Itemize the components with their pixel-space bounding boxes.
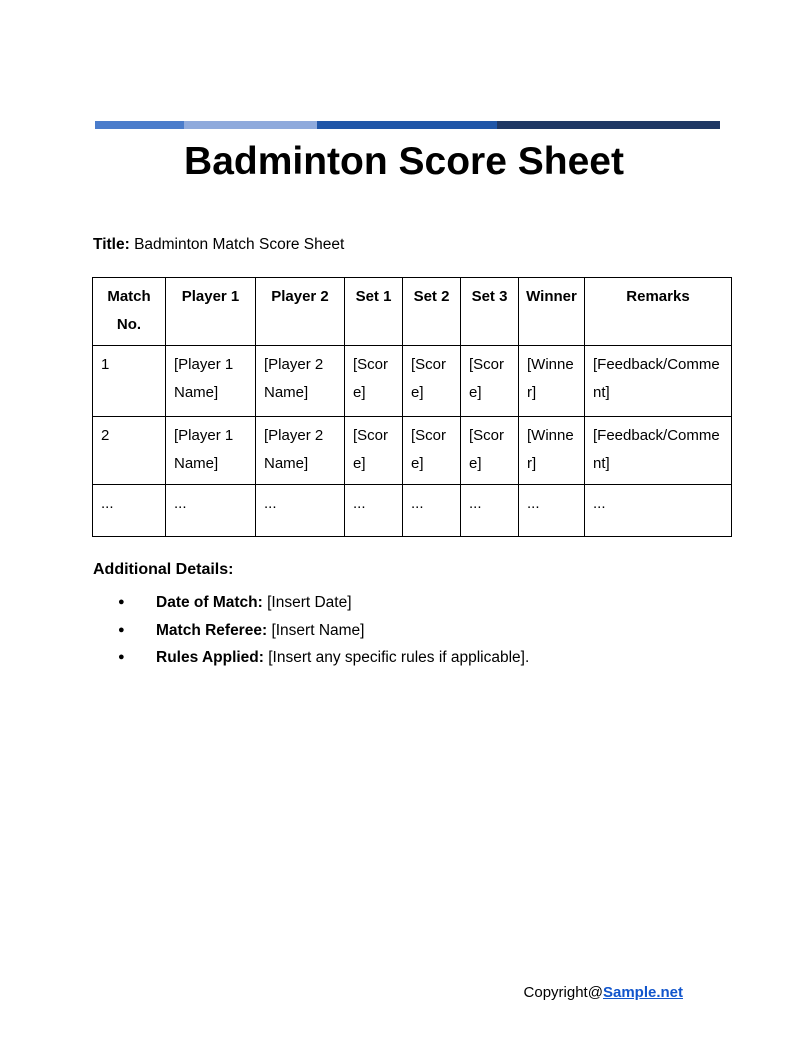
table-cell: 2 bbox=[93, 417, 166, 485]
table-cell: ... bbox=[403, 485, 461, 537]
table-cell: ... bbox=[461, 485, 519, 537]
table-cell: [Score] bbox=[461, 417, 519, 485]
table-cell: 1 bbox=[93, 346, 166, 417]
table-header-cell-player-2: Player 2 bbox=[256, 278, 345, 346]
list-item-rules-applied bbox=[88, 644, 720, 672]
list-item-date-of-match bbox=[88, 589, 720, 617]
list-item-label: Match Referee: bbox=[156, 621, 268, 639]
table-cell: [Score] bbox=[403, 346, 461, 417]
sample-net-link[interactable]: Sample.net bbox=[602, 984, 683, 1001]
table-cell: ... bbox=[93, 485, 166, 537]
table-header-cell-set-3: Set 3 bbox=[461, 278, 519, 346]
footer bbox=[524, 983, 683, 1003]
subtitle-label: Title: bbox=[93, 236, 130, 254]
document-content bbox=[0, 121, 808, 672]
table-header-cell-remarks: Remarks bbox=[585, 278, 732, 346]
table-header-cell-winner: Winner bbox=[519, 278, 585, 346]
accent-bar-segment-3 bbox=[317, 121, 497, 129]
table-header-cell-set-1: Set 1 bbox=[345, 278, 403, 346]
table-cell: [Feedback/Comment] bbox=[585, 346, 732, 417]
accent-bar bbox=[95, 121, 720, 129]
accent-bar-segment-4 bbox=[497, 121, 720, 129]
table-cell: [Score] bbox=[345, 346, 403, 417]
list-item-value: [Insert any specific rules if applicable]. bbox=[268, 649, 530, 667]
table-header-cell-player-1: Player 1 bbox=[166, 278, 256, 346]
table-cell: ... bbox=[519, 485, 585, 537]
table-cell: ... bbox=[345, 485, 403, 537]
table-cell: [Player 2 Name] bbox=[256, 417, 345, 485]
page-title: Badminton Score Sheet bbox=[184, 140, 624, 183]
table-row bbox=[93, 485, 732, 537]
table-row bbox=[93, 346, 732, 417]
table-cell: [Winner] bbox=[519, 417, 585, 485]
document-subtitle bbox=[93, 234, 720, 255]
table-cell: [Score] bbox=[403, 417, 461, 485]
table-header-cell-set-2: Set 2 bbox=[403, 278, 461, 346]
list-item-value: [Insert Date] bbox=[267, 594, 352, 612]
table-cell: [Score] bbox=[461, 346, 519, 417]
table-cell: [Feedback/Comment] bbox=[585, 417, 732, 485]
list-item-match-referee bbox=[88, 617, 720, 645]
details-list bbox=[88, 589, 720, 672]
table-cell: [Winner] bbox=[519, 346, 585, 417]
copyright-text: Copyright@ bbox=[523, 984, 603, 1001]
table-cell: [Score] bbox=[345, 417, 403, 485]
table-cell: [Player 2 Name] bbox=[256, 346, 345, 417]
table-row bbox=[93, 417, 732, 485]
list-item-value: [Insert Name] bbox=[271, 621, 365, 639]
table-header-row bbox=[93, 278, 732, 346]
accent-bar-segment-2 bbox=[184, 121, 317, 129]
list-item-label: Date of Match: bbox=[156, 594, 263, 612]
details-heading: Additional Details: bbox=[93, 561, 234, 579]
list-item-label: Rules Applied: bbox=[156, 649, 264, 667]
table-header-cell-match-no: Match No. bbox=[93, 278, 166, 346]
table-cell: ... bbox=[256, 485, 345, 537]
score-table-body bbox=[93, 346, 732, 537]
score-table bbox=[92, 277, 732, 537]
accent-bar-segment-1 bbox=[95, 121, 184, 129]
subtitle-text: Badminton Match Score Sheet bbox=[134, 236, 345, 254]
table-cell: ... bbox=[166, 485, 256, 537]
table-cell: ... bbox=[585, 485, 732, 537]
table-cell: [Player 1 Name] bbox=[166, 417, 256, 485]
table-cell: [Player 1 Name] bbox=[166, 346, 256, 417]
